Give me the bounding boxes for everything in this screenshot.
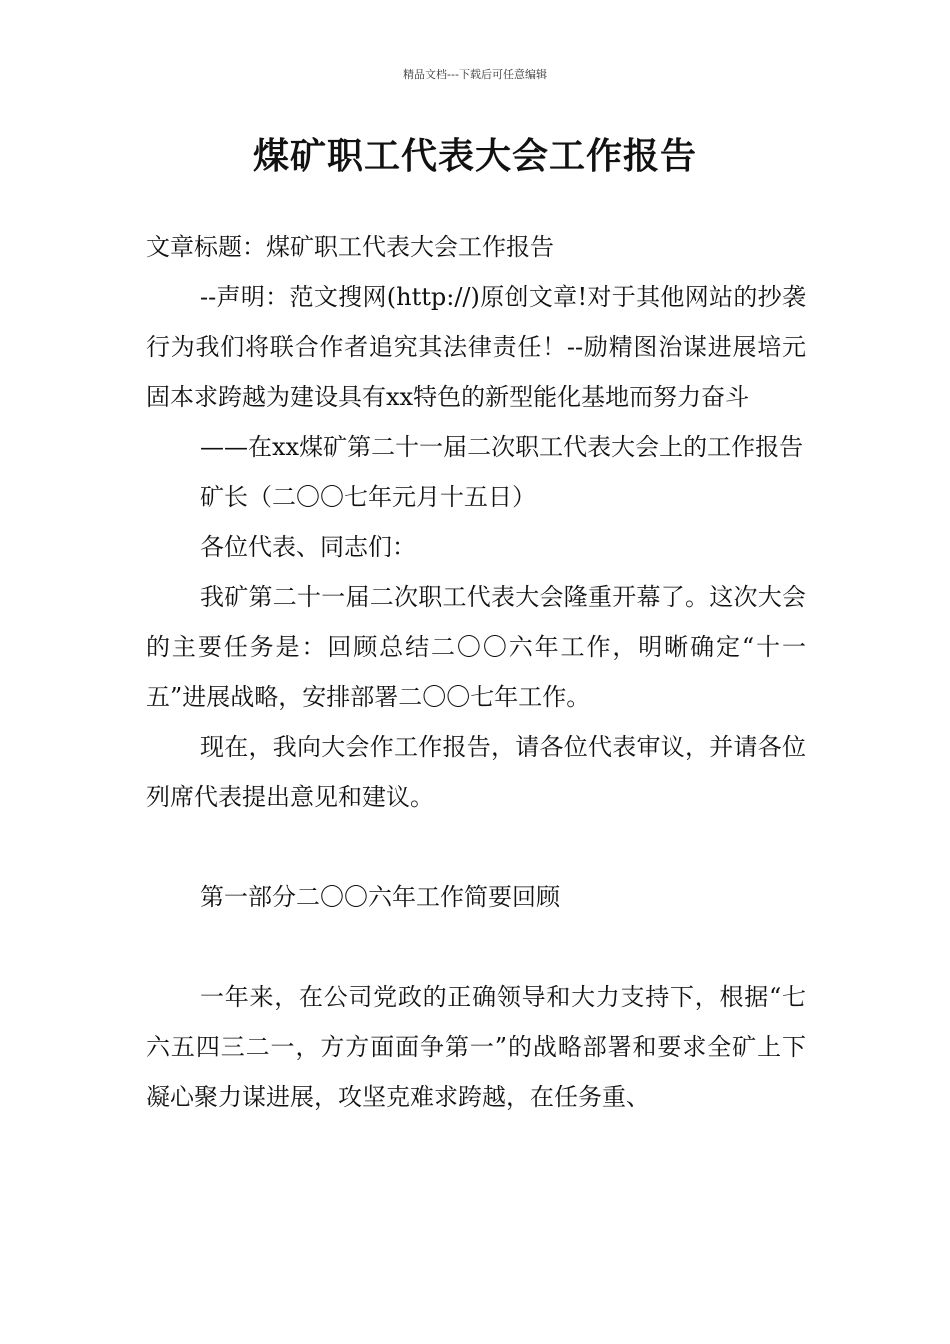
article-title-line: 文章标题：煤矿职工代表大会工作报告 bbox=[146, 233, 554, 261]
document-header-note: 精品文档---下载后可任意编辑 bbox=[403, 68, 547, 81]
report-intro-paragraph: 现在，我向大会作工作报告，请各位代表审议，并请各位列席代表提出意见和建议。 bbox=[146, 733, 806, 811]
blank-line bbox=[146, 922, 806, 972]
review-paragraph: 一年来，在公司党政的正确领导和大力支持下，根据“七六五四三二一，方方面面争第一”的战略部署和要求全矿上下凝心聚力谋进展，攻坚克难求跨越，在任务重、 bbox=[146, 983, 806, 1111]
opening-paragraph: 我矿第二十一届二次职工代表大会隆重开幕了。这次大会的主要任务是：回顾总结二〇〇六年工作，明晰确定“十一五”进展战略，安排部署二〇〇七年工作。 bbox=[146, 583, 806, 711]
declaration-paragraph: --声明：范文搜网(http://)原创文章!对于其他网站的抄袭行为我们将联合作者追究其法律责任！--励精图治谋进展培元固本求跨越为建设具有xx特色的新型能化基地而努力奋斗 bbox=[146, 283, 806, 411]
blank-line bbox=[146, 822, 806, 872]
document-body bbox=[146, 222, 806, 1122]
speaker-date-line: 矿长（二〇〇七年元月十五日） bbox=[200, 483, 536, 511]
salutation: 各位代表、同志们： bbox=[200, 533, 416, 561]
report-subtitle: ——在xx煤矿第二十一届二次职工代表大会上的工作报告 bbox=[200, 433, 804, 461]
document-title: 煤矿职工代表大会工作报告 bbox=[252, 136, 697, 177]
section-heading: 第一部分二〇〇六年工作简要回顾 bbox=[200, 883, 560, 911]
